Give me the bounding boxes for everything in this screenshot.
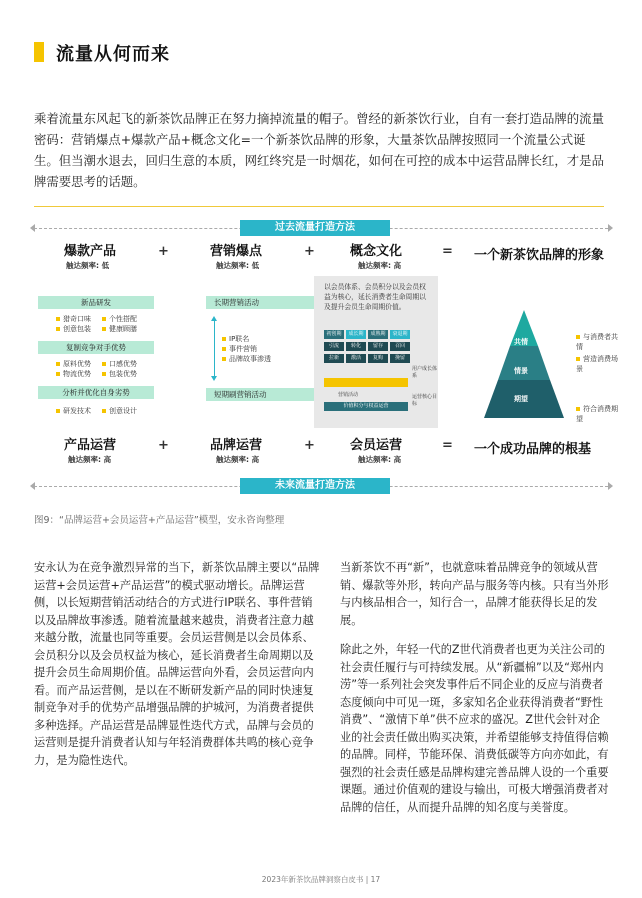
pyramid-note: 符合消费期望 xyxy=(576,405,618,423)
member-cell: 挽留 xyxy=(390,354,410,363)
member-bar-top xyxy=(324,378,408,387)
product-box-1: 新品研发 xyxy=(38,296,154,309)
top-col-3-title: 概念文化 xyxy=(350,244,403,259)
future-method-banner: 未来流量打造方法 xyxy=(240,478,390,494)
right-column xyxy=(340,559,610,828)
brand-item: 品牌故事渗透 xyxy=(222,354,271,364)
brand-arrow-up-icon xyxy=(211,316,217,321)
member-cell: 初创期 xyxy=(324,330,344,339)
figure-caption: 图9：“品牌运营+会员运营+产品运营”模型，安永咨询整理 xyxy=(34,515,285,526)
equals-sign: = xyxy=(442,438,453,453)
top-col-1-sub: 触达频率: 低 xyxy=(66,261,110,270)
bottom-arrow-right xyxy=(608,482,613,490)
brand-item: IP联名 xyxy=(222,334,249,344)
pyramid-label: 共情 xyxy=(514,338,528,346)
divider-top xyxy=(34,206,604,207)
product-item: 口感优势 xyxy=(102,359,137,369)
member-label: 运营核心目标 xyxy=(412,394,438,407)
member-bar: 价值积分与权益运营 xyxy=(324,402,408,411)
top-col-1-title: 爆款产品 xyxy=(64,244,117,259)
plus-sign: + xyxy=(304,438,315,453)
page-footer: 2023年新茶饮品牌洞察白皮书 | 17 xyxy=(261,875,381,884)
plus-sign: + xyxy=(158,438,169,453)
member-cell: 衰退期 xyxy=(390,330,410,339)
member-cell: 留存 xyxy=(368,342,388,351)
pyramid-note: 营造消费场景 xyxy=(576,355,618,373)
member-label: 营销活动 xyxy=(338,392,359,398)
brand-arrow-down-icon xyxy=(211,376,217,381)
section-title: 流量从何而来 xyxy=(56,44,170,65)
past-method-banner: 过去流量打造方法 xyxy=(240,220,390,236)
bottom-col-3-title: 会员运营 xyxy=(350,438,403,453)
pyramid-note: 与消费者共情 xyxy=(576,333,618,351)
brand-item: 事件营销 xyxy=(222,344,257,354)
bottom-col-1-title: 产品运营 xyxy=(64,438,117,453)
intro-paragraph: 乘着流量东风起飞的新茶饮品牌正在努力摘掉流量的帽子。曾经的新茶饮行业，自有一套打造品牌的流量密码：营销爆点+爆款产品+概念文化=一个新茶饮品牌的形象，大量茶饮品牌按照同一个流量公式诞生。但当潮水退去，回归生意的本质，网红终究是一时烟花，如何在可控的成本中运营品牌长红，才是品牌需要思考的话题。 xyxy=(34,111,604,189)
member-cell: 拉新 xyxy=(324,354,344,363)
member-cell: 成长期 xyxy=(346,330,366,339)
product-item: 创意设计 xyxy=(102,406,137,416)
equals-sign: = xyxy=(442,244,453,259)
pyramid-label: 期望 xyxy=(514,395,528,403)
top-col-3-sub: 触达频率: 高 xyxy=(358,261,402,270)
top-arrow-left xyxy=(30,224,35,232)
top-arrow-right xyxy=(608,224,613,232)
member-cell: 复购 xyxy=(368,354,388,363)
product-item: 个性搭配 xyxy=(102,314,137,324)
member-desc: 以会员体系、会员积分以及会员权益为核心，延长消费者生命周期以及提升会员生命周期价值。 xyxy=(324,283,426,311)
member-cell: 成熟期 xyxy=(368,330,388,339)
bottom-col-1-sub: 触达频率: 高 xyxy=(68,455,112,464)
top-col-2-title: 营销爆点 xyxy=(210,244,263,259)
product-item: 创意包装 xyxy=(56,324,91,334)
product-box-3: 分析并优化自身劣势 xyxy=(38,386,154,399)
bottom-col-2-title: 品牌运营 xyxy=(210,438,263,453)
member-cell: 引流 xyxy=(324,342,344,351)
plus-sign: + xyxy=(158,244,169,259)
product-box-2: 复制竞争对手优势 xyxy=(38,341,154,354)
operation-model-diagram xyxy=(28,216,618,498)
member-cell: 转化 xyxy=(346,342,366,351)
top-col-2-sub: 触达频率: 低 xyxy=(216,261,260,270)
member-cell: 激活 xyxy=(346,354,366,363)
bottom-arrow-left xyxy=(30,482,35,490)
product-item: 物流优势 xyxy=(56,369,91,379)
left-column-text: 安永认为在竞争激烈异常的当下，新茶饮品牌主要以“品牌运营+会员运营+产品运营”的模式驱动增长。品牌运营侧，以长短期营销活动结合的方式进行IP联名、事件营销以及品牌故事渗透。随着流量越来越贵，消费者注意力越来越分散，流量也同等重要。会员运营侧是以会员体系、会员积分以及会员权益为核心，延长消费者生命周期以及提升会员生命周期价值。品牌运营向外看，会员运营向内看。而产品运营侧，是以在不断研发新产品的同时快速复制竞争对手的优势产品增强品牌的护城河，为消费者提供多种选择。产品运营是品牌显性迭代方式，品牌与会员的运营则是提升消费者认知与年轻消费群体共鸣的核心竞争力，是为隐性迭代。 xyxy=(34,561,320,767)
section-accent-bar xyxy=(34,42,44,62)
pyramid-label: 情景 xyxy=(514,367,528,375)
right-paragraph-2: 除此之外，年轻一代的Z世代消费者也更为关注公司的社会责任履行与可持续发展。从“新疆棉”以及“郑州内涝”等一系列社会突发事件后不同企业的反应与消费者态度倾向中可见一斑，多家知名企业获得消费者“野性消费”、“激情下单”供不应求的盛况。Z世代会针对企业的社会责任做出购买决策，并希望能够支持值得信赖的品牌。同样，节能环保、消费低碳等方向亦如此，有强烈的社会责任感是品牌构建完善品牌人设的一个重要课题。通过价值观的建设与输出，可极大增强消费者对品牌的信任，从而提升品牌的知名度与美誉度。 xyxy=(340,643,609,814)
plus-sign: + xyxy=(304,244,315,259)
bottom-col-2-sub: 触达频率: 高 xyxy=(216,455,260,464)
bottom-result: 一个成功品牌的根基 xyxy=(474,442,592,457)
product-item: 猎奇口味 xyxy=(56,314,91,324)
right-paragraph-1: 当新茶饮不再“新”，也就意味着品牌竞争的领域从营销、爆款等外形，转向产品与服务等内核。只有当外形与内核品相合一，知行合一，品牌才能获得长足的发展。 xyxy=(340,561,609,627)
product-item: 原料优势 xyxy=(56,359,91,369)
product-item: 健康顾膳 xyxy=(102,324,137,334)
bottom-col-3-sub: 触达频率: 高 xyxy=(358,455,402,464)
top-result: 一个新茶饮品牌的形象 xyxy=(474,248,605,263)
member-cell: 召回 xyxy=(390,342,410,351)
member-label: 用户成长体系 xyxy=(412,366,438,379)
brand-box-long: 长期营销活动 xyxy=(206,296,322,309)
product-item: 包装优势 xyxy=(102,369,137,379)
product-item: 研发技术 xyxy=(56,406,91,416)
brand-arrow-line xyxy=(214,320,215,378)
brand-box-short: 短期刷营销活动 xyxy=(206,388,322,401)
